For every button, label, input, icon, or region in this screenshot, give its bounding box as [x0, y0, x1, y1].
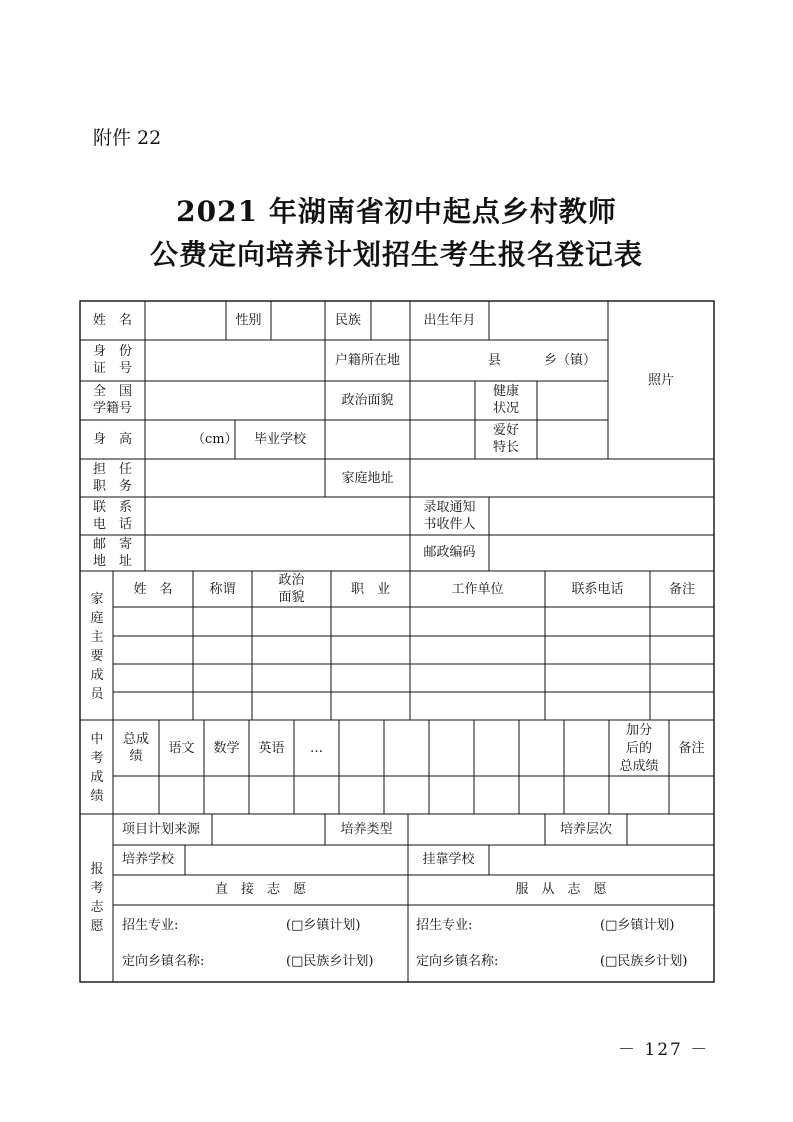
- wish-section-label: 报考志愿: [90, 862, 104, 934]
- label-hukou: 户籍所在地: [334, 353, 400, 368]
- wish-affil-school: 挂靠学校: [422, 852, 475, 867]
- wish-train-type: 培养类型: [340, 822, 393, 837]
- label-gender: 性别: [235, 313, 262, 328]
- page-number: － 127 －: [618, 1040, 710, 1060]
- wish-train-school: 培养学校: [122, 852, 175, 867]
- label-duty-2: 职 务: [92, 479, 132, 494]
- wish-direct-header: 直 接 志 愿: [214, 882, 306, 897]
- label-height: 身 高: [92, 432, 132, 447]
- label-national-1: 全 国: [92, 384, 132, 399]
- wish-direct-major: 招生专业:: [122, 918, 179, 933]
- attachment-label: 附件 22: [93, 127, 162, 149]
- label-health-1: 健康: [492, 384, 519, 399]
- form-title-line-1: 2021 年湖南省初中起点乡村教师: [176, 195, 617, 228]
- wish-direct-town-plan: (□乡镇计划): [286, 918, 361, 933]
- exam-bonus-1: 加分: [625, 723, 652, 738]
- label-id-2: 证 号: [92, 361, 132, 376]
- exam-section-label: 中考成绩: [90, 732, 104, 804]
- family-header-phone: 联系电话: [571, 582, 624, 597]
- label-hukou-town: 乡（镇）: [544, 353, 597, 368]
- wish-direct-ethnic-plan: (□民族乡计划): [286, 954, 374, 969]
- label-phone-2: 电 话: [92, 517, 132, 532]
- exam-math: 数学: [213, 741, 240, 756]
- label-phone-1: 联 系: [92, 500, 132, 515]
- label-name: 姓 名: [92, 313, 132, 328]
- wish-obey-town-name: 定向乡镇名称:: [416, 954, 499, 969]
- photo-box-label: 照片: [647, 373, 674, 388]
- exam-total-2: 绩: [129, 749, 143, 764]
- exam-more: …: [310, 741, 323, 756]
- label-notice-2: 书收件人: [423, 517, 476, 532]
- label-duty-1: 担 任: [92, 462, 132, 477]
- label-grad-school: 毕业学校: [253, 432, 306, 447]
- wish-obey-ethnic-plan: (□民族乡计划): [600, 954, 688, 969]
- family-header-political-2: 面貌: [278, 590, 305, 605]
- family-header-relation: 称谓: [209, 582, 236, 597]
- wish-obey-major: 招生专业:: [416, 918, 473, 933]
- exam-total-1: 总成: [122, 732, 149, 747]
- wish-train-level: 培养层次: [559, 822, 612, 837]
- wish-plan-source: 项目计划来源: [122, 822, 201, 837]
- label-height-unit: （cm）: [192, 432, 238, 447]
- label-postcode: 邮政编码: [423, 545, 476, 560]
- family-header-name: 姓 名: [133, 582, 173, 597]
- label-mail-1: 邮 寄: [92, 537, 132, 552]
- wish-obey-header: 服 从 志 愿: [515, 882, 607, 897]
- label-hobby-1: 爱好: [492, 423, 519, 438]
- label-hobby-2: 特长: [492, 440, 519, 455]
- label-id-1: 身 份: [92, 344, 132, 359]
- wish-direct-town-name: 定向乡镇名称:: [122, 954, 205, 969]
- family-header-remark: 备注: [668, 582, 695, 597]
- exam-english: 英语: [258, 741, 285, 756]
- wish-obey-town-plan: (□乡镇计划): [600, 918, 675, 933]
- label-birth: 出生年月: [423, 313, 476, 328]
- label-notice-1: 录取通知: [423, 500, 476, 515]
- label-hukou-county: 县: [488, 353, 502, 368]
- family-section-label: 家庭主要成员: [90, 592, 104, 702]
- label-health-2: 状况: [492, 401, 519, 416]
- family-header-political-1: 政治: [278, 573, 305, 588]
- family-header-job: 职 业: [350, 582, 390, 597]
- exam-remark: 备注: [678, 741, 705, 756]
- form-title-line-2: 公费定向培养计划招生考生报名登记表: [149, 238, 643, 271]
- label-home-address: 家庭地址: [341, 471, 394, 486]
- label-ethnicity: 民族: [334, 313, 361, 328]
- exam-bonus-3: 总成绩: [619, 759, 659, 774]
- family-header-workplace: 工作单位: [451, 582, 504, 597]
- label-political: 政治面貌: [341, 393, 394, 408]
- exam-chinese: 语文: [168, 741, 195, 756]
- label-mail-2: 地 址: [92, 554, 132, 569]
- exam-bonus-2: 后的: [625, 741, 652, 756]
- label-national-2: 学籍号: [92, 401, 132, 416]
